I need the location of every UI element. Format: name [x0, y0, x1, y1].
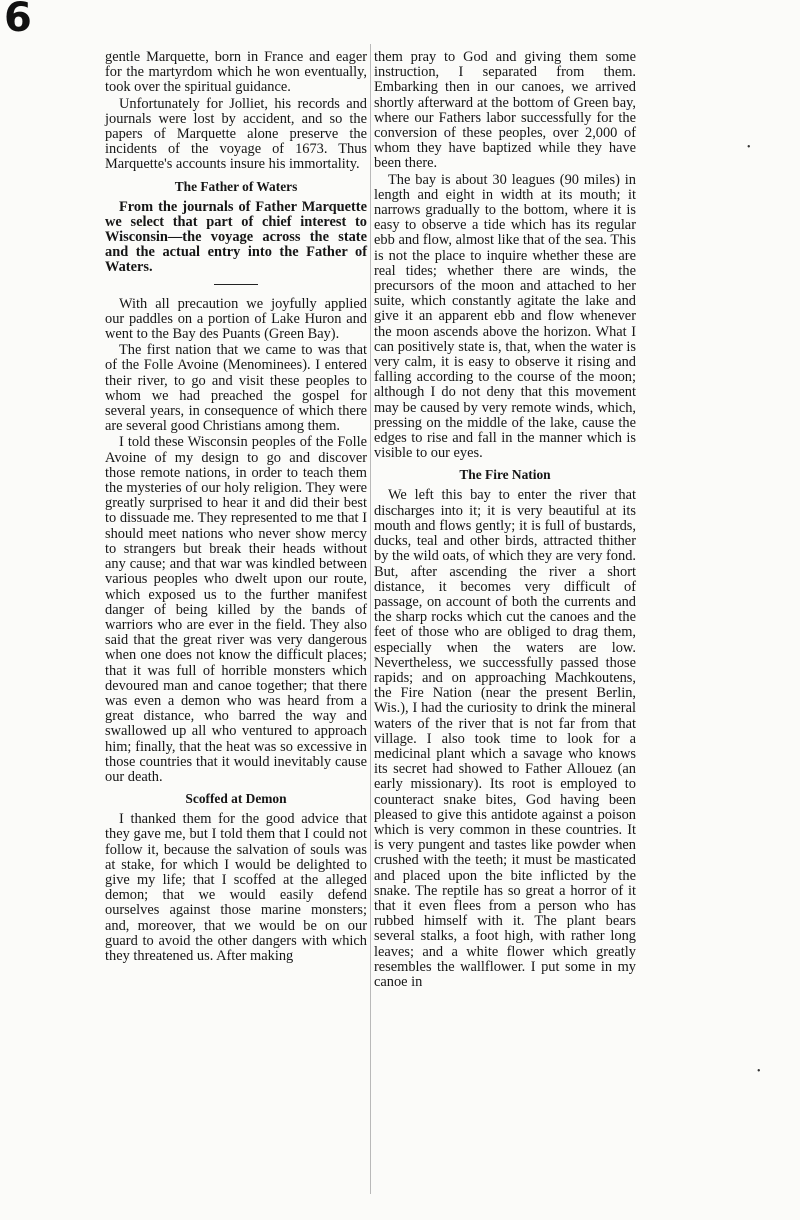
paragraph: I thanked them for the good advice that they gave me, but I told them that I could not follow it, because the salvation of souls was at stake, for which I would be delighted to give my life; that I scoffed at the alleged demon; that we would easily defend ourselves against those marine monsters; and, moreover, that we would be on our guard to avoid the other dangers with which they threatened us. After making — [105, 811, 367, 964]
separator-rule — [214, 284, 258, 285]
paragraph: Unfortunately for Jolliet, his records and journals were lost by accident, and so the papers of Marquette alone preserve the incidents of the voyage of 1673. Thus Marquette's accounts insure his immortality. — [105, 95, 367, 173]
intro-paragraph: From the journals of Father Marquette we select that part of chief interest to Wisconsin—the voyage across the state and the actual entry into the Father of Waters. — [105, 198, 367, 276]
margin-mark: • — [757, 1066, 761, 1077]
paragraph: We left this bay to enter the river that discharges into it; it is very beautiful at its mouth and flows gently; it is full of bustards, ducks, teal and other birds, attracted thither by the wild oats, of which they are very fond. But, after ascending the river a short distance, it becomes very difficult of passage, on account of both the currents and the sharp rocks which cut the canoes and the feet of those who are obliged to drag them, especially when the waters are low. Nevertheless, we successfully passed those rapids; and on approaching Machkoutens, the Fire Nation (near the present Berlin, Wis.), I had the curiosity to drink the mineral waters of the river that is not far from that village. I also took time to look for a medicinal plant which a savage who knows its secret had showed to Father Allouez (an early missionary). Its root is employed to counteract snake bites, God having been pleased to give this antidote against a poison which is very common in these countries. It is very pungent and tastes like powder when crushed with the teeth; it must be masticated and placed upon the bite inflicted by the snake. The reptile has so great a horror of it that it even flees from a person who has rubbed himself with it. The plant bears several stalks, a foot high, with rather long leaves; and a white flower which greatly resembles the wallflower. I put some in my canoe in — [374, 487, 636, 990]
paragraph: With all precaution we joyfully applied our paddles on a portion of Lake Huron and went to the Bay des Puants (Green Bay). — [105, 295, 367, 343]
section-heading: Scoffed at Demon — [185, 791, 287, 807]
section-heading: The Fire Nation — [459, 467, 551, 483]
paragraph: gentle Marquette, born in France and eager for the martyrdom which he won eventually, took over the spiritual guidance. — [105, 49, 367, 96]
margin-mark: • — [747, 142, 751, 153]
paragraph: I told these Wisconsin peoples of the Folle Avoine of my design to go and discover those remote nations, in order to teach them the mysteries of our holy religion. They were greatly surprised to hear it and did their best to dissuade me. They represented to me that I should meet nations who never show mercy to strangers but break their heads without any cause; and that war was kindled between various peoples who dwelt upon our route, which exposed us to the further manifest danger of being killed by the bands of warriors who are ever in the field. They also said that the great river was very dangerous when one does not know the difficult places; that it was full of horrible monsters which devoured man and canoe together; that there was even a demon who was heard from a great distance, who barred the way and swallowed up all who ventured to approach him; finally, that the heat was so excessive in those countries that it would inevitably cause our death. — [105, 434, 367, 785]
paragraph: them pray to God and giving them some instruction, I separated from them. Embarking then in our canoes, we arrived shortly afterward at the bottom of Green bay, where our Fathers labor successfully for the conversion of these peoples, over 2,000 of whom they have baptized while they have been there. — [374, 49, 636, 172]
paragraph: The first nation that we came to was that of the Folle Avoine (Menominees). I entered their river, to go and visit these peoples to whom we had preached the gospel for several years, in consequence of which there are several good Christians among them. — [105, 342, 367, 435]
section-heading: The Father of Waters — [174, 178, 298, 194]
page-number: 6 — [4, 0, 32, 41]
paragraph: The bay is about 30 leagues (90 miles) in length and eight in width at its mouth; it narrows gradually to the bottom, where it is easy to observe a tide which has its regular ebb and flow, almost like that of the sea. This is not the place to inquire whether these are real tides; whether there are winds, the precursors of the moon and attached to her suite, which constantly agitate the lake and give it an apparent ebb and flow whenever the moon ascends above the horizon. What I can positively state is, that, when the water is very calm, it is easy to observe it rising and falling according to the course of the moon; although I do not deny that this movement may be caused by very remote winds, which, pressing on the middle of the lake, cause the edges to rise and fall in the manner which is visible to our eyes. — [374, 171, 636, 462]
left-column — [105, 50, 367, 965]
column-divider — [370, 44, 371, 1194]
right-column — [374, 50, 636, 991]
